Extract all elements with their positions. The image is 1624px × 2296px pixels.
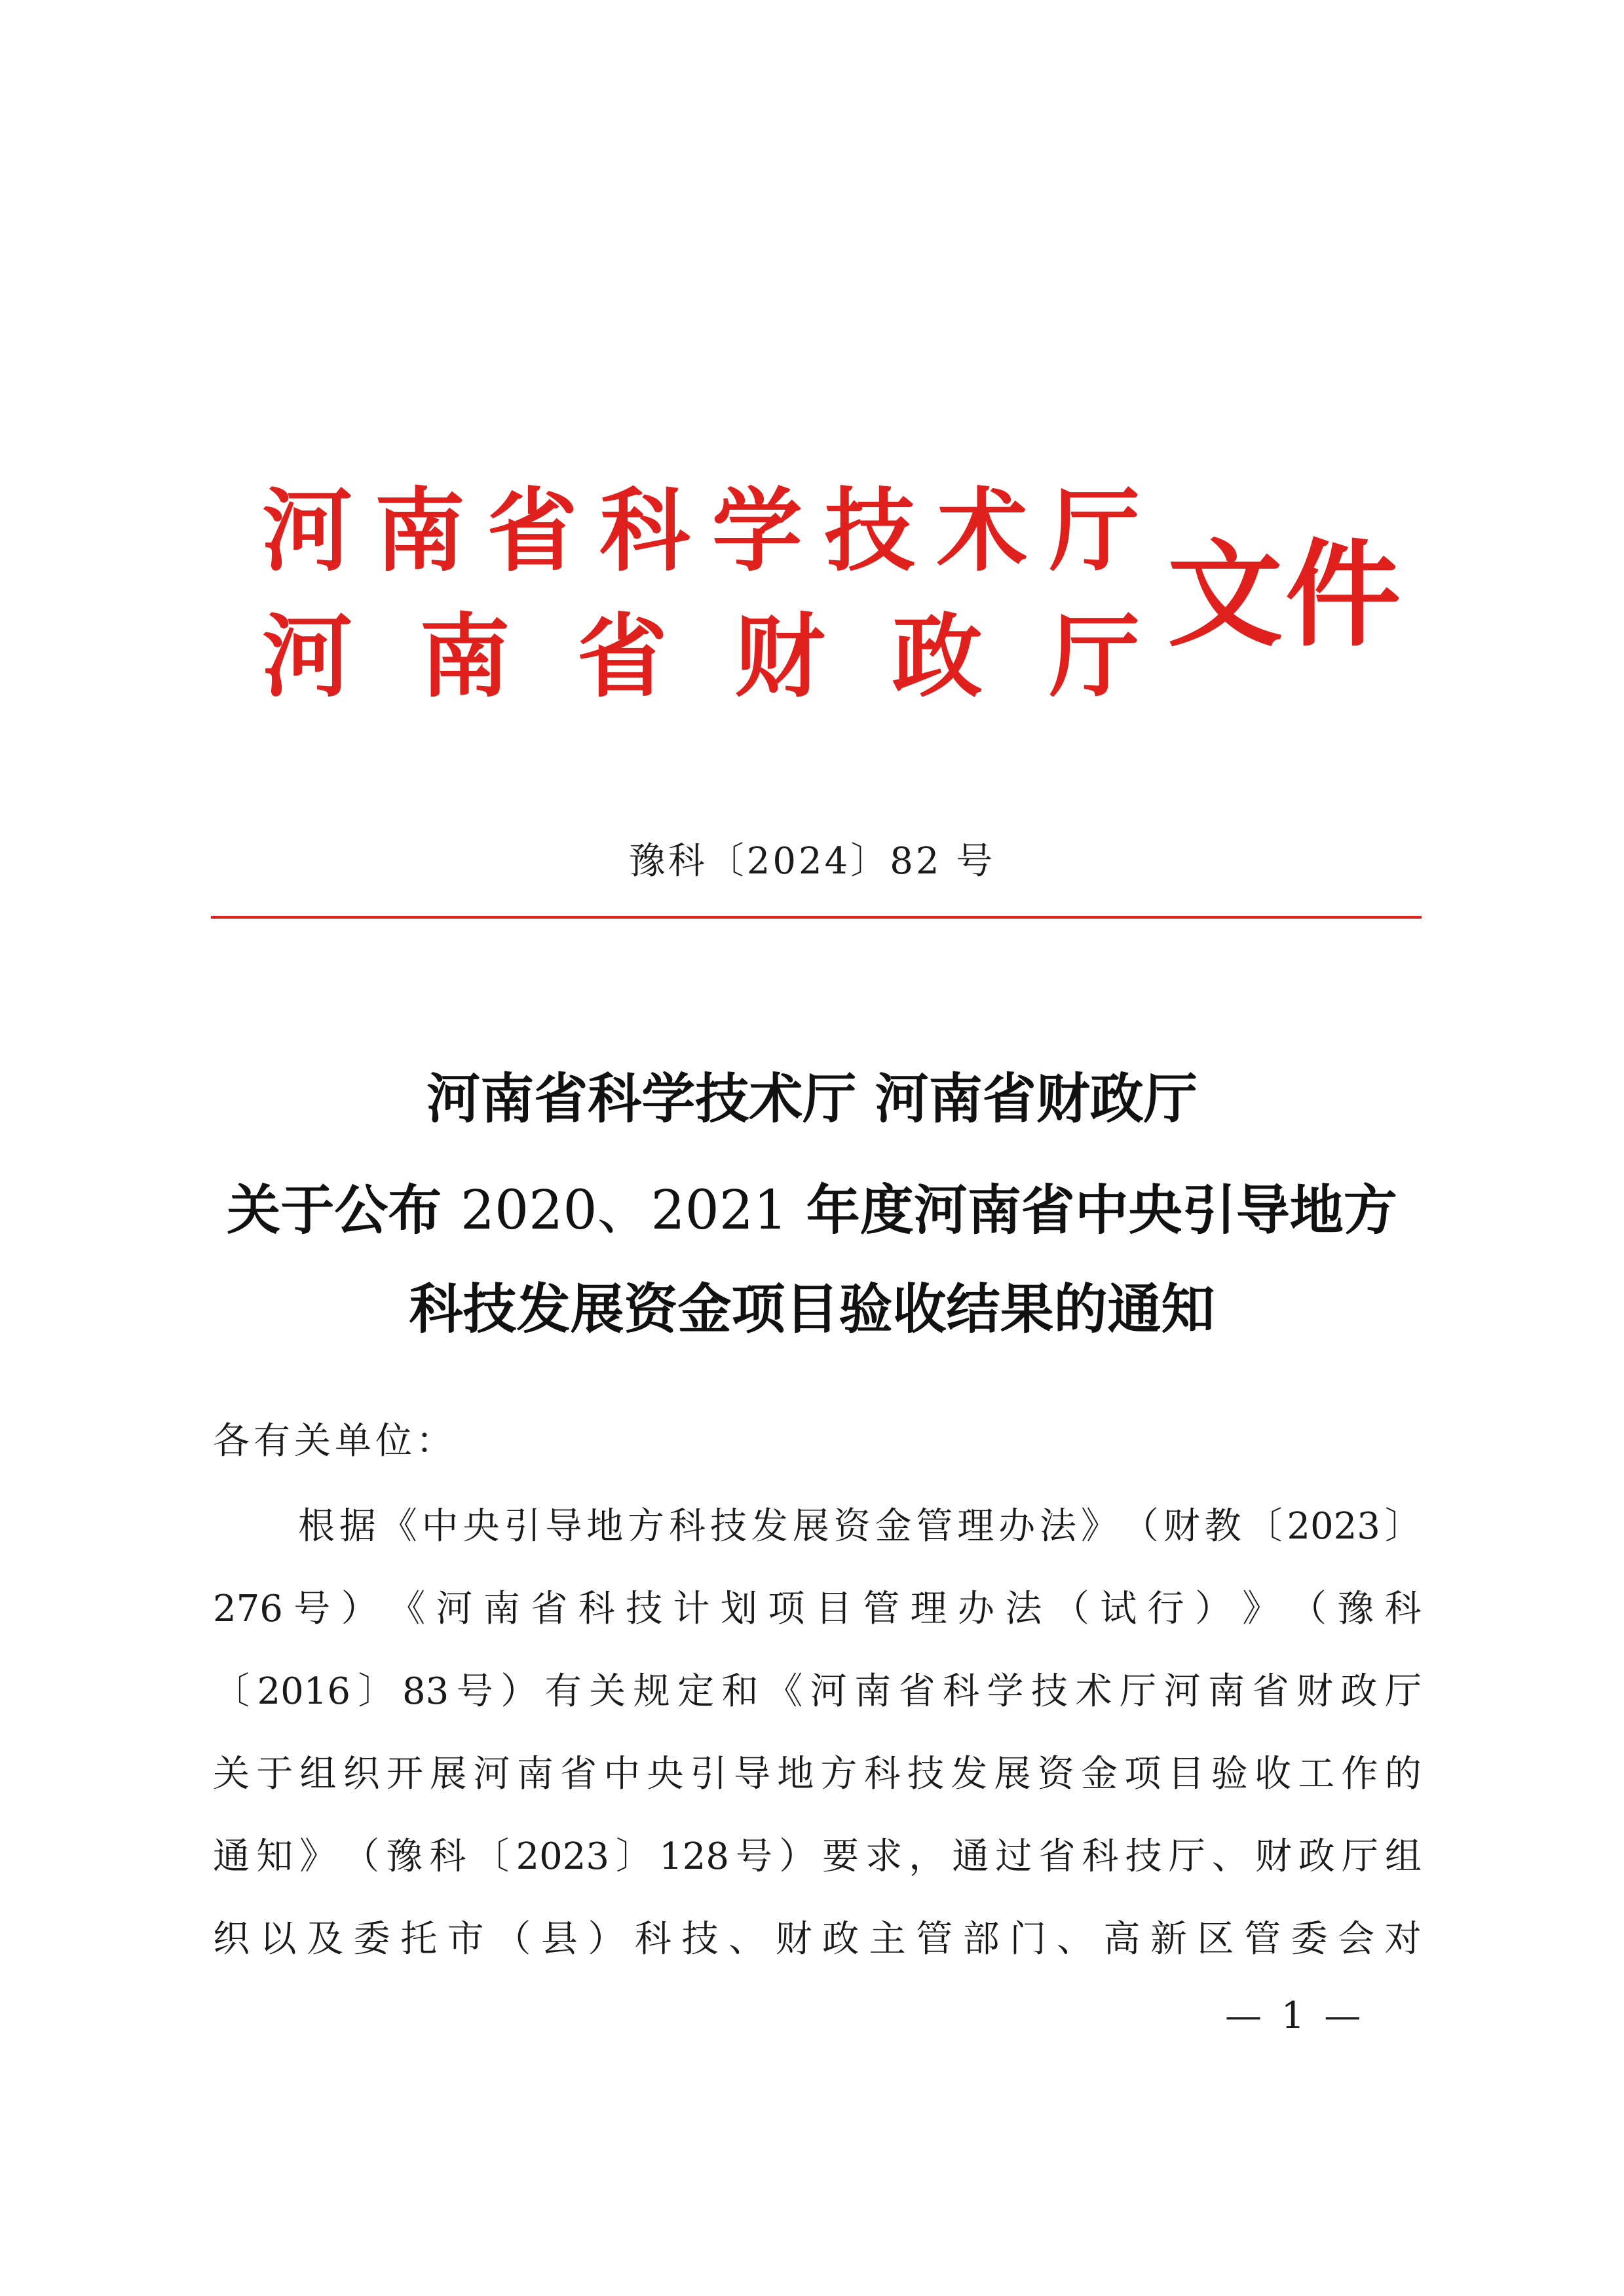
text-glyph: 管 [1244,1918,1281,1961]
text-glyph: 教 [1204,1505,1241,1548]
text-glyph: 厅 [1049,477,1140,584]
text-glyph: 》 [1242,1588,1279,1630]
body-line [213,1913,1422,1966]
text-glyph: 新 [1150,1918,1187,1961]
text-glyph: 试 [1100,1588,1137,1630]
text-glyph: 号 [736,1835,773,1878]
text-glyph: 河 [262,477,353,584]
text-glyph: 学 [711,477,803,584]
text-glyph: ） [588,1918,625,1961]
text-glyph: 中 [421,1505,459,1548]
text-glyph: 厅 [1168,1835,1205,1878]
text-glyph: 2016 [257,1670,350,1713]
text-glyph: 金 [1081,1753,1118,1795]
body-line [213,1666,1422,1718]
text-glyph: ） [500,1670,538,1713]
text-glyph: 项 [768,1588,805,1630]
text-glyph: 展 [792,1505,829,1548]
salutation: 各有关单位： [213,1420,457,1463]
title-line-2 [0,1177,1624,1244]
text-glyph: 号 [293,1588,331,1630]
text-glyph: 托 [400,1918,438,1961]
text-glyph: 科 [943,1670,980,1713]
text-glyph: 豫 [1337,1588,1374,1630]
text-glyph: ） [1195,1588,1232,1630]
text-glyph: 科 [634,1918,671,1961]
text-glyph: （ [494,1918,531,1961]
text-glyph: ） [779,1835,816,1878]
text-glyph: 发 [751,1505,788,1548]
text-glyph: 引 [690,1753,727,1795]
text-glyph: 、 [1056,1918,1093,1961]
text-glyph: 地 [777,1753,814,1795]
text-glyph: 收 [1255,1753,1291,1795]
text-glyph: 部 [962,1918,1000,1961]
text-glyph: 省 [487,477,578,584]
text-glyph: 目 [815,1588,852,1630]
title-line-2-post: 年度河南省中央引导地方 [787,1179,1397,1242]
text-glyph: 及 [307,1918,344,1961]
text-glyph: 组 [1384,1835,1422,1878]
text-glyph: 学 [987,1670,1024,1713]
text-glyph: 厅 [1119,1670,1156,1713]
text-glyph: 关 [213,1753,250,1795]
text-glyph: 通 [213,1835,250,1878]
text-glyph: 方 [628,1505,665,1548]
text-glyph: 科 [863,1753,901,1795]
text-glyph: 发 [951,1753,988,1795]
text-glyph: 中 [603,1753,641,1795]
title-line-1: 河南省科学技术厅 河南省财政厅 [426,1067,1198,1130]
text-glyph: 财 [1296,1670,1333,1713]
text-glyph: 验 [1211,1753,1248,1795]
text-glyph: 政 [1340,1670,1378,1713]
text-glyph: 财 [1255,1835,1292,1878]
text-glyph: 南 [854,1670,892,1713]
text-glyph: 以 [259,1918,297,1961]
text-glyph: 财 [734,603,825,710]
text-glyph: （ [1052,1588,1089,1630]
text-glyph: 》 [299,1835,337,1878]
red-divider [211,916,1422,919]
text-glyph: 央 [647,1753,684,1795]
text-glyph: 术 [937,477,1028,584]
text-glyph: 工 [1298,1753,1335,1795]
text-glyph: 理 [957,1505,994,1548]
text-glyph: 办 [957,1588,994,1630]
text-glyph: 技 [907,1753,944,1795]
text-glyph: 作 [1341,1753,1378,1795]
text-glyph: 南 [419,603,510,710]
text-glyph: 方 [820,1753,858,1795]
text-glyph: 组 [299,1753,337,1795]
text-glyph: 《 [380,1505,417,1548]
text-glyph: 要 [822,1835,859,1878]
masthead-line-2 [262,604,1140,709]
text-glyph: 技 [824,477,915,584]
text-glyph: 省 [898,1670,935,1713]
text-glyph: 省 [1252,1670,1289,1713]
text-glyph: （ [1289,1588,1327,1630]
text-glyph: 法 [1040,1505,1077,1548]
text-glyph: 技 [1125,1835,1162,1878]
text-glyph: 根 [298,1505,335,1548]
text-glyph: 有 [544,1670,582,1713]
text-glyph: 求 [865,1835,903,1878]
text-glyph: 织 [343,1753,380,1795]
text-glyph: 术 [1075,1670,1112,1713]
text-glyph: 通 [952,1835,989,1878]
text-glyph: 《 [388,1588,426,1630]
masthead-line-1 [262,478,1140,583]
text-glyph: 2023 [1287,1505,1380,1548]
text-glyph: 县 [540,1918,578,1961]
text-glyph: 〕 [1384,1505,1422,1548]
text-glyph: 委 [353,1918,390,1961]
text-glyph: 河 [473,1753,510,1795]
text-glyph: 厅 [1049,603,1140,710]
text-glyph: 科 [578,1588,615,1630]
text-glyph: 技 [681,1918,719,1961]
text-glyph: 科 [599,477,690,584]
title-line-2-years: 2020、2021 [460,1179,788,1242]
text-glyph: 省 [531,1588,568,1630]
text-glyph: 省 [576,603,668,710]
text-glyph: 128 [659,1835,729,1878]
text-glyph: 过 [995,1835,1032,1878]
text-glyph: 科 [1384,1588,1422,1630]
text-glyph: 计 [673,1588,710,1630]
text-glyph: 地 [586,1505,624,1548]
text-glyph: 管 [863,1588,900,1630]
text-glyph: 技 [709,1505,747,1548]
text-glyph: 办 [998,1505,1036,1548]
text-glyph: 资 [1037,1753,1074,1795]
text-glyph: 金 [875,1505,912,1548]
title-line-2-pre: 关于公布 [227,1179,461,1242]
text-glyph: 〔 [472,1835,510,1878]
text-glyph: 83 [402,1670,449,1713]
text-glyph: 、 [1211,1835,1249,1878]
text-glyph: 法 [1005,1588,1042,1630]
title-line-3: 科技发展资金项目验收结果的通知 [409,1278,1215,1341]
text-glyph: 政 [1298,1835,1335,1878]
text-glyph: 定 [677,1670,715,1713]
text-glyph: 南 [1207,1670,1245,1713]
text-glyph: 市 [447,1918,484,1961]
text-glyph: 南 [483,1588,520,1630]
text-glyph: （ [1122,1505,1159,1548]
text-glyph: 河 [262,603,353,710]
text-glyph: ， [909,1835,946,1878]
text-glyph: 财 [1163,1505,1200,1548]
text-glyph: 省 [560,1753,597,1795]
text-glyph: 厅 [1384,1670,1422,1713]
text-glyph: 规 [633,1670,670,1713]
text-glyph: 管 [916,1918,953,1961]
text-glyph: 2023 [516,1835,609,1878]
text-glyph: 关 [589,1670,626,1713]
text-glyph: 和 [721,1670,759,1713]
text-glyph: 主 [869,1918,906,1961]
text-glyph: 资 [833,1505,871,1548]
text-glyph: 政 [822,1918,859,1961]
text-glyph: 〕 [616,1835,653,1878]
text-glyph: 省 [1038,1835,1076,1878]
text-glyph: 厅 [1341,1835,1378,1878]
text-glyph: 科 [1082,1835,1119,1878]
text-glyph: 276 [213,1588,283,1630]
text-glyph: 技 [626,1588,663,1630]
body-line [213,1831,1422,1883]
body-line [213,1748,1422,1801]
text-glyph: 对 [1384,1918,1422,1961]
text-glyph: 技 [1031,1670,1068,1713]
text-glyph: 南 [516,1753,554,1795]
text-glyph: （ [343,1835,380,1878]
text-glyph: 财 [775,1918,812,1961]
text-glyph: 开 [387,1753,423,1795]
text-glyph: 《 [766,1670,803,1713]
masthead-suffix: 文件 [1167,527,1404,662]
text-glyph: 政 [892,603,983,710]
text-glyph: 的 [1384,1753,1422,1795]
text-glyph: 行 [1147,1588,1184,1630]
text-glyph: 会 [1338,1918,1375,1961]
text-glyph: 项 [1124,1753,1161,1795]
text-glyph: 南 [374,477,465,584]
text-glyph: 〔 [213,1670,250,1713]
text-glyph: 科 [669,1505,706,1548]
text-glyph: 知 [256,1835,293,1878]
text-glyph: 〔 [1245,1505,1283,1548]
text-glyph: 央 [463,1505,500,1548]
document-number: 豫科〔2024〕82 号 [628,840,996,883]
text-glyph: 河 [1163,1670,1201,1713]
page-number: — 1 — [1225,1995,1365,2037]
text-glyph: 区 [1197,1918,1234,1961]
text-glyph: 管 [916,1505,953,1548]
text-glyph: 、 [728,1918,766,1961]
text-glyph: 科 [429,1835,466,1878]
body-line [213,1583,1422,1636]
text-glyph: 高 [1103,1918,1141,1961]
text-glyph: 理 [910,1588,947,1630]
text-glyph: 于 [256,1753,293,1795]
text-glyph: 河 [436,1588,473,1630]
body-line [298,1501,1422,1553]
text-glyph: 展 [430,1753,467,1795]
text-glyph: 委 [1291,1918,1328,1961]
text-glyph: 划 [720,1588,757,1630]
text-glyph: 门 [1010,1918,1047,1961]
text-glyph: 豫 [386,1835,423,1878]
text-glyph: 河 [810,1670,847,1713]
text-glyph: 导 [734,1753,770,1795]
text-glyph: 》 [1080,1505,1118,1548]
text-glyph: 引 [504,1505,541,1548]
text-glyph: 〕 [358,1670,395,1713]
text-glyph: ） [341,1588,378,1630]
text-glyph: 展 [994,1753,1031,1795]
text-glyph: 目 [1167,1753,1205,1795]
text-glyph: 导 [545,1505,582,1548]
text-glyph: 据 [339,1505,376,1548]
text-glyph: 织 [213,1918,250,1961]
text-glyph: 号 [456,1670,493,1713]
